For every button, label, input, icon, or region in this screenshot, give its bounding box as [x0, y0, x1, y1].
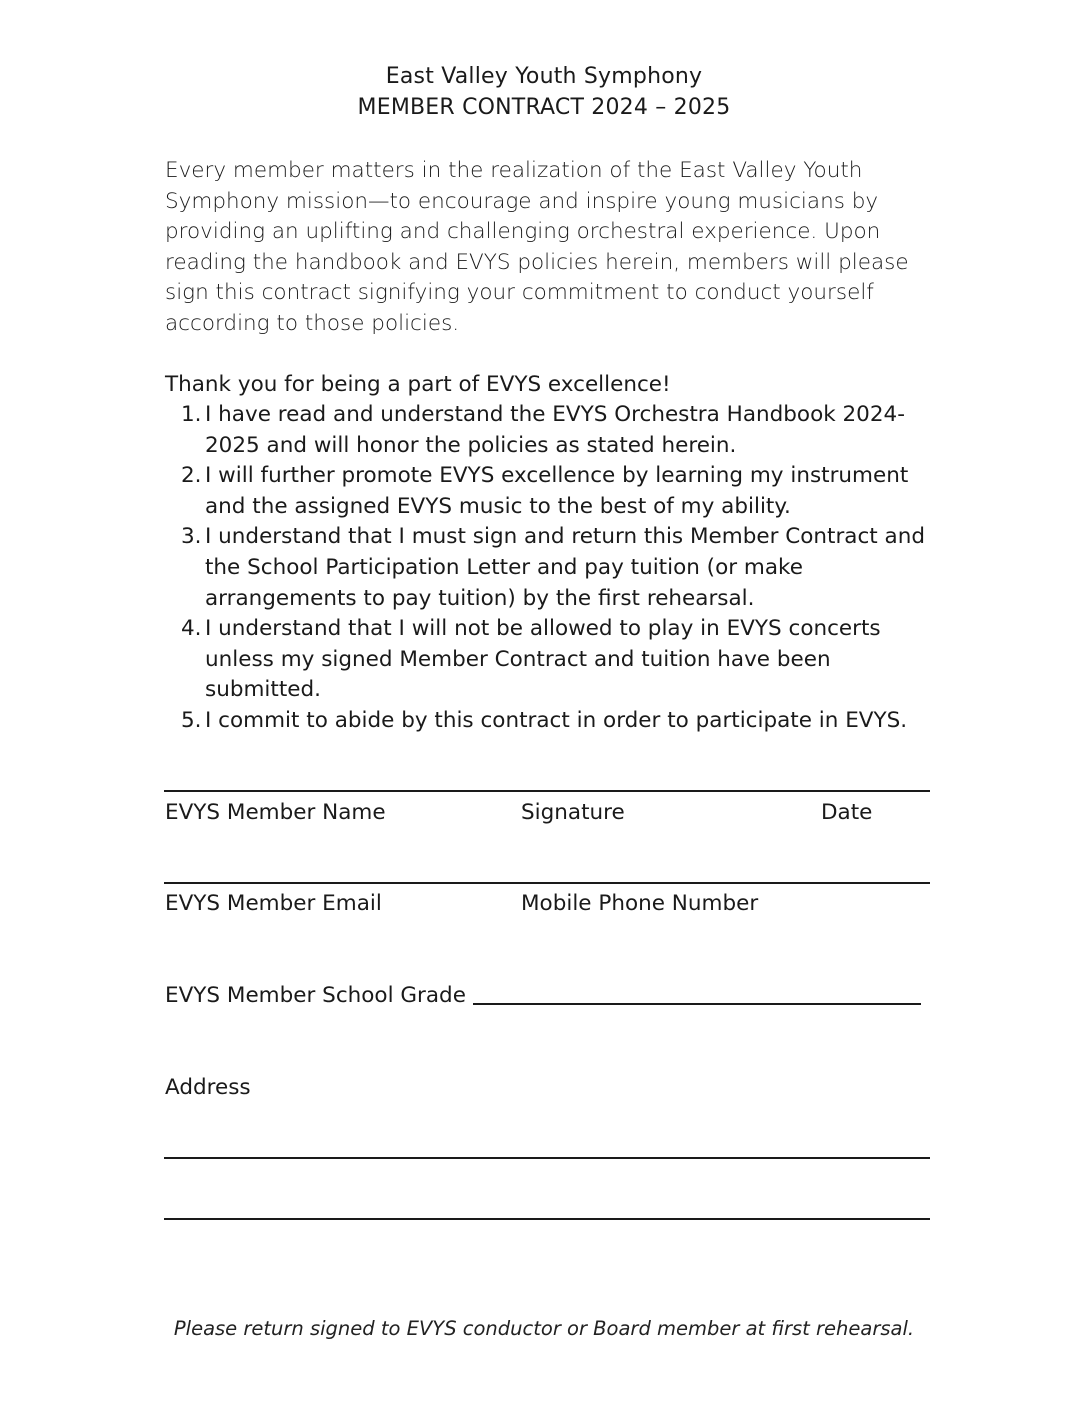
commitment-number: 4. — [181, 616, 202, 642]
intro-line: providing an uplifting and challenging orchestral experience. Upon — [165, 219, 881, 245]
contract-title-heading: MEMBER CONTRACT 2024 – 2025 — [357, 95, 731, 120]
school-grade-line[interactable] — [473, 1003, 921, 1005]
commitment-line: submitted. — [205, 677, 321, 703]
commitment-line: I commit to abide by this contract in order to participate in EVYS. — [205, 707, 908, 733]
commitment-item — [165, 400, 925, 461]
email-phone-line[interactable] — [164, 882, 930, 884]
date-label: Date — [821, 800, 873, 825]
member-name-label: EVYS Member Name — [165, 800, 386, 825]
intro-line: Symphony mission—to encourage and inspire young musicians by — [165, 188, 879, 214]
commitment-number: 1. — [181, 402, 202, 427]
commitment-item — [165, 706, 925, 737]
commitment-line: and the assigned EVYS music to the best of my ability. — [205, 493, 791, 519]
commitment-line: I understand that I will not be allowed to play in EVYS concerts — [205, 616, 881, 642]
commitment-item — [165, 522, 925, 614]
commitment-item — [165, 461, 925, 522]
commitment-line: arrangements to pay tuition) by the first rehearsal. — [205, 585, 755, 611]
intro-line: according to those policies. — [165, 310, 460, 336]
intro-line: sign this contract signifying your commitment to conduct yourself — [165, 280, 874, 306]
commitment-line: I will further promote EVYS excellence by learning my instrument — [205, 463, 909, 489]
commitment-number: 5. — [181, 707, 202, 733]
commitment-number: 3. — [181, 524, 202, 550]
signature-label: Signature — [521, 800, 625, 825]
commitment-item — [165, 614, 925, 706]
commitment-number: 2. — [181, 463, 202, 489]
intro-paragraph — [165, 156, 925, 340]
intro-line: Every member matters in the realization of the East Valley Youth — [165, 158, 863, 183]
commitment-line: I have read and understand the EVYS Orchestra Handbook 2024- — [205, 402, 905, 427]
mobile-phone-label: Mobile Phone Number — [521, 891, 759, 916]
address-label: Address — [165, 1075, 251, 1100]
address-line-1[interactable] — [164, 1157, 930, 1159]
commitment-line: unless my signed Member Contract and tuition have been — [205, 646, 831, 672]
name-signature-date-line[interactable] — [164, 790, 930, 792]
thank-you-line: Thank you for being a part of EVYS excellence! — [165, 372, 671, 397]
commitment-list — [165, 400, 925, 737]
commitment-line: I understand that I must sign and return this Member Contract and — [205, 524, 926, 550]
commitment-line: 2025 and will honor the policies as stated herein. — [205, 432, 737, 458]
commitment-line: the School Participation Letter and pay tuition (or make — [205, 554, 803, 580]
member-email-label: EVYS Member Email — [165, 891, 382, 916]
return-instructions: Please return signed to EVYS conductor or Board member at first rehearsal. — [173, 1317, 915, 1340]
org-name-heading: East Valley Youth Symphony — [385, 64, 703, 89]
address-line-2[interactable] — [164, 1218, 930, 1220]
school-grade-label: EVYS Member School Grade — [165, 983, 466, 1008]
intro-line: reading the handbook and EVYS policies herein, members will please — [165, 249, 909, 275]
